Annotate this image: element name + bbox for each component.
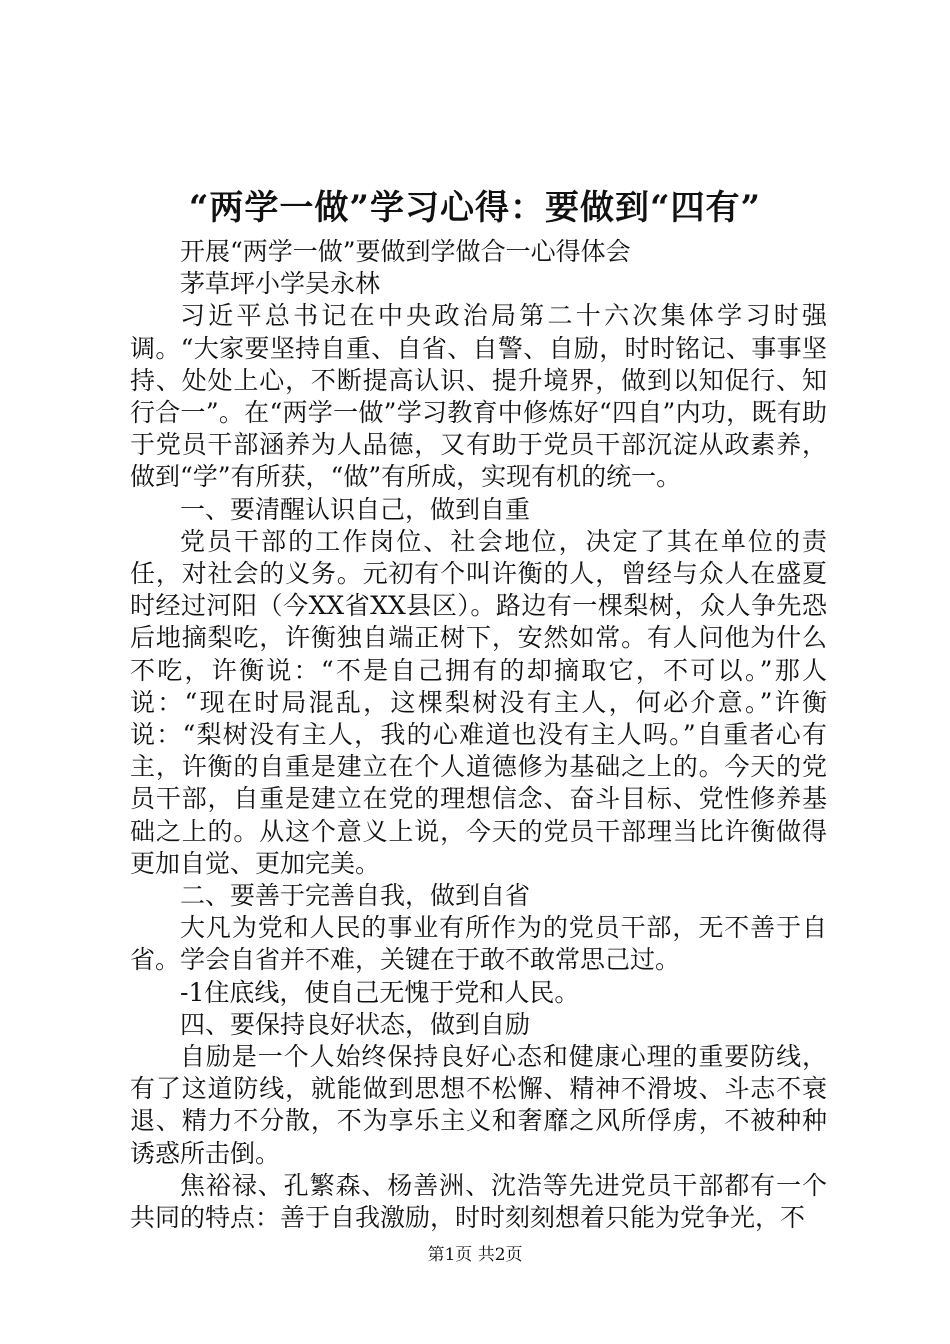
paragraph: 焦裕禄、孔繁森、杨善洲、沈浩等先进党员干部都有一个共同的特点：善于自我激励，时时刻刻想着只能为党争光，不 bbox=[130, 1170, 827, 1233]
paragraph: -1住底线，使自己无愧于党和人民。 bbox=[180, 977, 580, 1007]
section-heading: 二、要善于完善自我，做到自省 bbox=[180, 881, 531, 911]
paragraph-subtitle: 开展“两学一做”要做到学做合一心得体会 bbox=[180, 237, 631, 266]
page-number-footer: 第1页 共2页 bbox=[427, 1245, 523, 1265]
document-title: “两学一做”学习心得：要做到“四有” bbox=[188, 188, 762, 228]
section-heading: 四、要保持良好状态，做到自励 bbox=[180, 1009, 531, 1039]
section-heading: 一、要清醒认识自己，做到自重 bbox=[180, 494, 531, 524]
paragraph-author: 茅草坪小学吴永林 bbox=[180, 269, 381, 299]
paragraph: 习近平总书记在中央政治局第二十六次集体学习时强调。“大家要坚持自重、自省、自警、自励，时时铭记、事事坚持、处处上心，不断提高认识、提升境界，做到以知促行、知行合一”。在“两学一做”学习教育中修炼好“四自”内功，既有助于党员干部涵养为人品德，又有助于党员干部沉淀从政素养，做到“学”有所获，“做”有所成，实现有机的统一。 bbox=[130, 301, 827, 492]
document-body bbox=[130, 236, 827, 1234]
paragraph: 党员干部的工作岗位、社会地位，决定了其在单位的责任，对社会的义务。元初有个叫许衡的人，曾经与众人在盛夏时经过河阳（今XX省XX县区）。路边有一棵梨树，众人争先恐后地摘梨吃，许衡独自端正树下，安然如常。有人问他为什么不吃，许衡说：“不是自己拥有的却摘取它，不可以。”那人说：“现在时局混乱，这棵梨树没有主人，何必介意。”许衡说：“梨树没有主人，我的心难道也没有主人吗。”自重者心有主，许衡的自重是建立在个人道德修为基础之上的。今天的党员干部，自重是建立在党的理想信念、奋斗目标、党性修养基础之上的。从这个意义上说，今天的党员干部理当比许衡做得更加自觉、更加完美。 bbox=[130, 526, 827, 878]
paragraph: 大凡为党和人民的事业有所作为的党员干部，无不善于自省。学会自省并不难，关键在于敢不敢常思己过。 bbox=[130, 913, 827, 975]
paragraph: 自励是一个人始终保持良好心态和健康心理的重要防线，有了这道防线，就能做到思想不松懈、精神不滑坡、斗志不衰退、精力不分散，不为享乐主义和奢靡之风所俘虏，不被种种诱惑所击倒。 bbox=[130, 1042, 827, 1168]
